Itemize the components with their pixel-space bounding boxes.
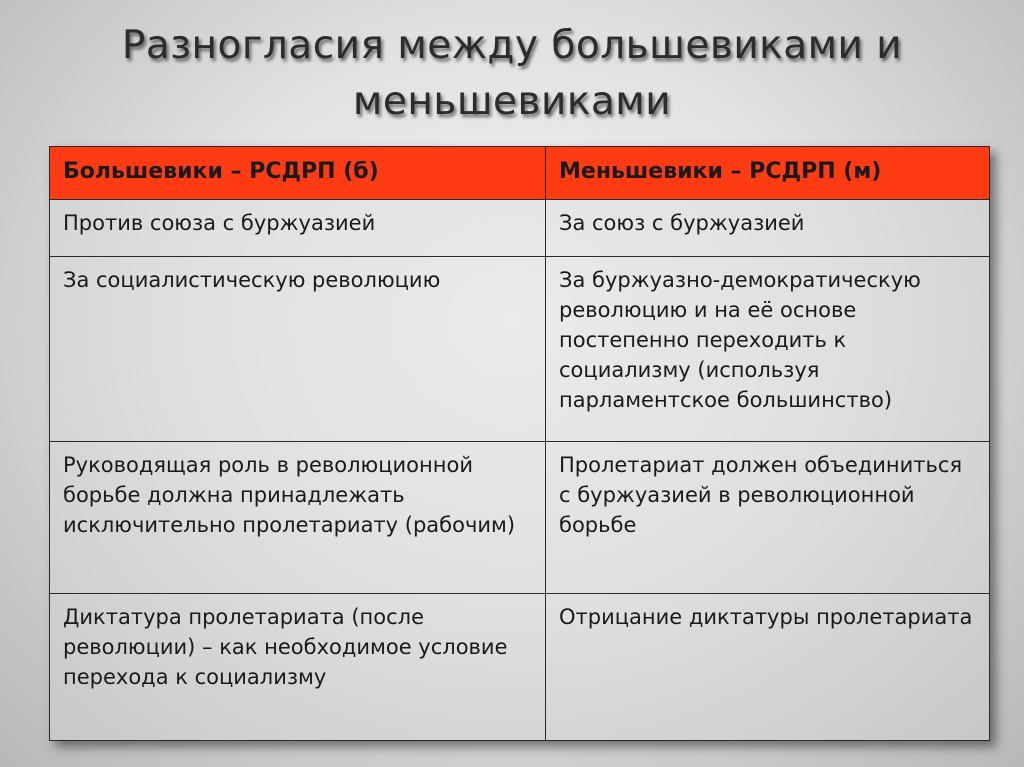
comparison-table	[49, 146, 990, 741]
header-bolsheviks: Большевики – РСДРП (б)	[50, 147, 546, 200]
cell-bolsheviks: За социалистическую революцию	[50, 257, 546, 442]
table-row	[50, 594, 990, 741]
table-header-row	[50, 147, 990, 200]
slide-title-line-2: меньшевиками	[352, 79, 672, 124]
cell-bolsheviks: Диктатура пролетариата (после революции) – как необходимое условие перехода к социализму	[50, 594, 546, 741]
cell-mensheviks: За буржуазно-демократическую революцию и на её основе постепенно переходить к социализму (используя парламентское большинство)	[546, 257, 990, 442]
cell-mensheviks: Пролетариат должен объединиться с буржуазией в революционной борьбе	[546, 442, 990, 594]
cell-mensheviks: За союз с буржуазией	[546, 200, 990, 257]
table-row	[50, 257, 990, 442]
cell-bolsheviks: Руководящая роль в революционной борьбе должна принадлежать исключительно пролетариату (рабочим)	[50, 442, 546, 594]
slide-title-line-1: Разногласия между большевиками и	[121, 23, 903, 68]
slide-title	[60, 18, 964, 130]
cell-bolsheviks: Против союза с буржуазией	[50, 200, 546, 257]
table-row	[50, 200, 990, 257]
header-mensheviks: Меньшевики – РСДРП (м)	[546, 147, 990, 200]
table-row	[50, 442, 990, 594]
cell-mensheviks: Отрицание диктатуры пролетариата	[546, 594, 990, 741]
